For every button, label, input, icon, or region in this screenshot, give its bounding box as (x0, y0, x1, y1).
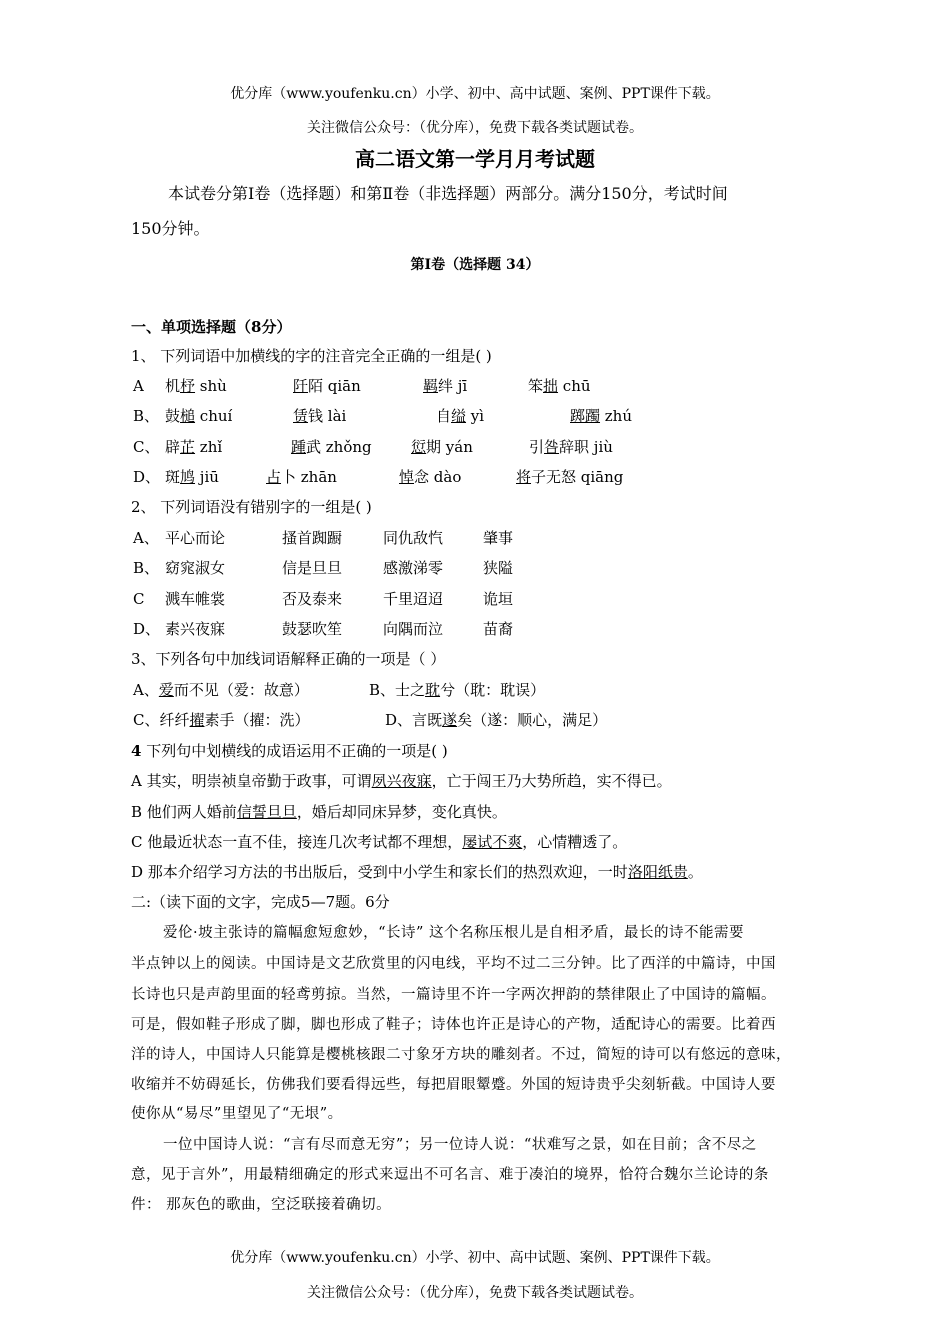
q3-options-cd: C、纤纤擢素手（擢：洗） D、言既遂矣（遂：顺心，满足） (133, 711, 608, 729)
intro-line2: 150分钟。 (131, 219, 210, 238)
passage-line: 使你从“易尽”里望见了“无垠”。 (131, 1106, 343, 1122)
q1-option-b: B、 鼓槌 chuí 赁钱 lài 自缢 yì 踯躅 zhú (133, 407, 633, 425)
q1-option-d: D、 斑鸠 jiū 占卜 zhān 悼念 dào 将子无怒 qiāng (133, 468, 624, 486)
q1-option-a: A 机杼 shù 阡陌 qiān 羁绊 jī 笨拙 chū (133, 377, 591, 395)
q3-options-ab: A、爱而不见（爱：故意） B、士之耽兮（耽：耽误） (133, 681, 546, 699)
q3-stem: 3、下列各句中加线词语解释正确的一项是（ ） (131, 650, 446, 668)
passage-line: 一位中国诗人说：“言有尽而意无穷”；另一位诗人说：“状难写之景，如在目前；含不尽之 (163, 1137, 757, 1153)
q4-option-a: A 其实，明崇祯皇帝勤于政事，可谓夙兴夜寐，亡于闯王乃大势所趋，实不得已。 (131, 772, 672, 790)
section2-title: 二:（读下面的文字，完成5—7题。6分 (131, 893, 390, 911)
q1-option-c: C、 辟芷 zhǐ 踵武 zhǒng 愆期 yán 引咎辞职 jiù (133, 438, 613, 456)
q2-option-a: A、 平心而论 搔首踟蹰 同仇敌忾 肇事 (133, 529, 514, 547)
q4-stem: 4 下列句中划横线的成语运用不正确的一项是( ) (131, 742, 448, 760)
part1-title: 第Ⅰ卷（选择题 34） (410, 257, 540, 273)
passage-line: 长诗也只是声韵里面的轻鸢剪掠。当然，一篇诗里不许一字两次押韵的禁律限止了中国诗的篇幅。 (131, 987, 776, 1003)
q1-stem: 1、 下列词语中加横线的字的注音完全正确的一组是( ) (131, 347, 492, 365)
site-footer-line2: 关注微信公众号：（优分库），免费下载各类试题试卷。 (307, 1285, 643, 1301)
q4-option-d: D 那本介绍学习方法的书出版后，受到中小学生和家长们的热烈欢迎，一时洛阳纸贵。 (131, 863, 703, 881)
q2-stem: 2、 下列词语没有错别字的一组是( ) (131, 498, 372, 516)
q2-option-b: B、 窈窕淑女 信是旦旦 感激涕零 狭隘 (133, 559, 514, 577)
passage-line: 可是，假如鞋子形成了脚，脚也形成了鞋子；诗体也许正是诗心的产物，适配诗心的需要。比着西 (131, 1017, 776, 1033)
site-header-line2: 关注微信公众号：（优分库），免费下载各类试题试卷。 (307, 120, 643, 136)
passage-line: 半点钟以上的阅读。中国诗是文艺欣赏里的闪电线，平均不过二三分钟。比了西洋的中篇诗，中国 (131, 956, 776, 972)
site-footer-line1: 优分库（www.youfenku.cn）小学、初中、高中试题、案例、PPT课件下载。 (230, 1250, 720, 1266)
site-header-line1: 优分库（www.youfenku.cn）小学、初中、高中试题、案例、PPT课件下载。 (230, 86, 720, 102)
q2-option-d: D、 素兴夜寐 鼓瑟吹笙 向隅而泣 苗裔 (133, 620, 514, 638)
passage-line: 收缩并不妨碍延长，仿佛我们要看得远些，每把眉眼颦蹙。外国的短诗贵乎尖刻斩截。中国诗人要 (131, 1077, 776, 1093)
passage-line: 爱伦·坡主张诗的篇幅愈短愈妙，“长诗” 这个名称压根儿是自相矛盾，最长的诗不能需要 (163, 925, 745, 941)
page-title: 高二语文第一学月月考试题 (355, 147, 595, 171)
passage-line: 意，见于言外”，用最精细确定的形式来逗出不可名言、难于凑泊的境界，恰符合魏尔兰论诗的条 (131, 1167, 769, 1183)
section1-title: 一、单项选择题（8分） (131, 318, 292, 336)
passage-line: 件： 那灰色的歌曲，空泛联接着确切。 (131, 1197, 392, 1213)
q4-option-b: B 他们两人婚前信誓旦旦，婚后却同床异梦，变化真快。 (131, 803, 507, 821)
q4-option-c: C 他最近状态一直不佳，接连几次考试都不理想，屡试不爽，心情糟透了。 (131, 833, 628, 851)
intro-line1: 本试卷分第Ⅰ卷（选择题）和第Ⅱ卷（非选择题）两部分。满分150分，考试时间 (168, 184, 728, 203)
q2-option-c: C 溅车帷裳 否及泰来 千里迢迢 诡垣 (133, 590, 514, 608)
passage-line: 洋的诗人，中国诗人只能算是樱桃核跟二寸象牙方块的雕刻者。不过，简短的诗可以有悠远的意味， (131, 1047, 791, 1063)
